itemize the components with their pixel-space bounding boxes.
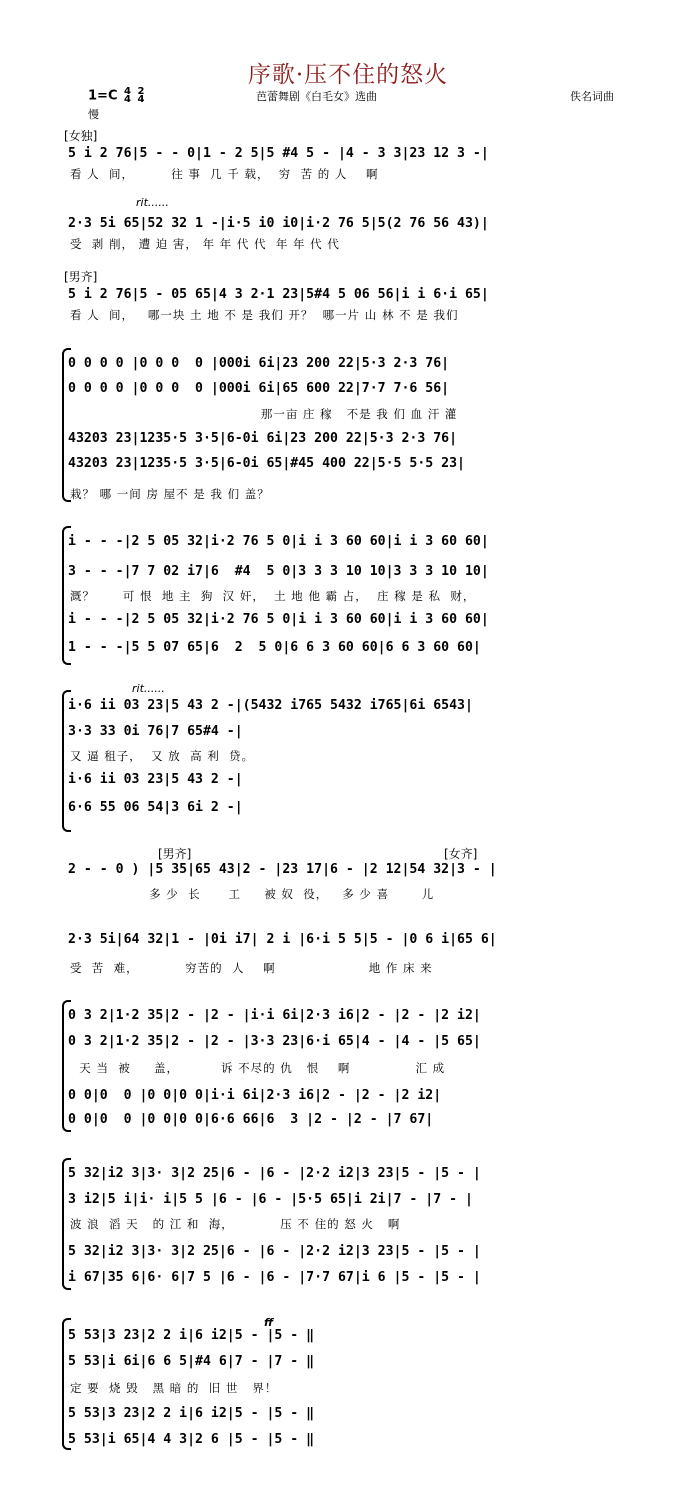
notation-row: 43203 23|1235·5 3·5|6-0i 6i|23 200 22|5·3 2·3 76| — [68, 431, 458, 446]
notation-row: i·6 ii 03 23|5 43 2 -|(5432 i765 5432 i765|6i 6543| — [68, 698, 473, 713]
notation-row: i - - -|2 5 05 32|i·2 76 5 0|i i 3 60 60|i i 3 60 60| — [68, 534, 489, 549]
lyric-row: 看 人 间， 哪一块 土 地 不 是 我们 开？ 哪一片 山 林 不 是 我们 — [70, 308, 459, 322]
notation-row: 0 0 0 0 |0 0 0 0 |000i 6i|65 600 22|7·7 7·6 56| — [68, 381, 450, 396]
notation-row: 5 i 2 76|5 - - 0|1 - 2 5|5 #4 5 - |4 - 3 3|23 12 3 -| — [68, 146, 489, 161]
rit-marking-2: rit...... — [132, 682, 165, 695]
lyric-row: 溉？ 可 恨 地 主 狗 汉 奸， 土 地 他 霸 占， 庄 稼 是 私 财， — [70, 589, 476, 603]
lyric-row: 看 人 间， 往 事 几 千 载， 穷 苦 的 人 啊 — [70, 167, 379, 181]
notation-row: 5 i 2 76|5 - 05 65|4 3 2·1 23|5#4 5 06 56|i i 6·i 65| — [68, 287, 489, 302]
notation-row: 5 53|i 65|4 4 3|2 6 |5 - |5 - ‖ — [68, 1432, 315, 1447]
lyric-row: 受 剥 削， 遭 迫 害， 年 年 代 代 年 年 代 代 — [70, 237, 340, 251]
notation-row: 1 - - -|5 5 07 65|6 2 5 0|6 6 3 60 60|6 6 3 60 60| — [68, 640, 481, 655]
lyric-row: 受 苦 难， 穷苦的 人 啊 地 作 床 来 — [70, 961, 433, 975]
rit-marking-1: rit...... — [136, 196, 169, 209]
notation-row: 5 32|i2 3|3· 3|2 25|6 - |6 - |2·2 i2|3 23|5 - |5 - | — [68, 1166, 481, 1181]
lyric-row: 那一亩 庄 稼 不是 我 们 血 汗 灌 — [70, 407, 458, 421]
notation-row: 6·6 55 06 54|3 6i 2 -| — [68, 800, 243, 815]
notation-row: 5 53|3 23|2 2 i|6 i2|5 - |5 - ‖ — [68, 1328, 315, 1343]
notation-row: 2·3 5i|64 32|1 - |0i i7| 2 i |6·i 5 5|5 - |0 6 i|65 6| — [68, 932, 497, 947]
label-male-chorus: [男齐] — [64, 270, 98, 284]
label-female-solo: [女独] — [64, 129, 98, 143]
notation-row: 5 53|3 23|2 2 i|6 i2|5 - |5 - ‖ — [68, 1406, 315, 1421]
lyric-row: 又 逼 租子， 又 放 高 利 贷。 — [70, 749, 255, 763]
notation-row: i - - -|2 5 05 32|i·2 76 5 0|i i 3 60 60|i i 3 60 60| — [68, 612, 489, 627]
time-signature-4-4: 4 4 — [124, 86, 131, 105]
notation-row: 5 53|i 6i|6 6 5|#4 6|7 - |7 - ‖ — [68, 1354, 315, 1369]
label-male-chorus-2: [男齐] — [158, 847, 192, 861]
notation-row: 3 - - -|7 7 02 i7|6 #4 5 0|3 3 3 10 10|3 3 3 10 10| — [68, 564, 489, 579]
notation-row: 0 3 2|1·2 35|2 - |2 - |3·3 23|6·i 65|4 - |4 - |5 65| — [68, 1034, 481, 1049]
notation-row: 5 32|i2 3|3· 3|2 25|6 - |6 - |2·2 i2|3 23|5 - |5 - | — [68, 1244, 481, 1259]
notation-row: 3 i2|5 i|i· i|5 5 |6 - |6 - |5·5 65|i 2i|7 - |7 - | — [68, 1192, 473, 1207]
credit: 佚名词曲 — [570, 90, 614, 103]
lyric-row: 多 少 长 工 被 奴 役， 多 少 喜 儿 — [70, 887, 435, 901]
system-bracket — [62, 348, 71, 502]
time-signature-2-4: 2 4 — [137, 86, 145, 105]
notation-row: 0 0 0 0 |0 0 0 0 |000i 6i|23 200 22|5·3 2·3 76| — [68, 356, 450, 371]
notation-row: 0 0|0 0 |0 0|0 0|6·6 66|6 3 |2 - |2 - |7 67| — [68, 1112, 434, 1127]
notation-row: i 67|35 6|6· 6|7 5 |6 - |6 - |7·7 67|i 6 |5 - |5 - | — [68, 1270, 481, 1285]
subtitle: 芭蕾舞剧《白毛女》选曲 — [256, 90, 377, 103]
lyric-row: 栽？ 哪 一间 房 屋不 是 我 们 盖？ — [70, 487, 270, 501]
notation-row: 0 3 2|1·2 35|2 - |2 - |i·i 6i|2·3 i6|2 - |2 - |2 i2| — [68, 1008, 481, 1023]
ff-marking: ff — [264, 1316, 274, 1329]
lyric-row: 波 浪 滔 天 的 江 和 海， 压 不 住的 怒 火 啊 — [70, 1217, 401, 1231]
label-female-chorus: [女齐] — [444, 847, 478, 861]
song-title: 序歌·压不住的怒火 — [247, 62, 449, 88]
notation-row: 43203 23|1235·5 3·5|6-0i 65|#45 400 22|5·5 5·5 23| — [68, 456, 465, 471]
notation-row: i·6 ii 03 23|5 43 2 -| — [68, 772, 243, 787]
key-signature: 1=C 4 4 2 4 — [88, 86, 145, 105]
notation-row: 2 - - 0 ) |5 35|65 43|2 - |23 17|6 - |2 12|54 32|3 - | — [68, 862, 497, 877]
lyric-row: 定 要 烧 毁 黑 暗 的 旧 世 界！ — [70, 1381, 278, 1395]
lyric-row: 天 当 被 盖， 诉 不尽的 仇 恨 啊 汇 成 — [70, 1061, 446, 1075]
notation-row: 3·3 33 0i 76|7 65#4 -| — [68, 724, 243, 739]
notation-row: 0 0|0 0 |0 0|0 0|i·i 6i|2·3 i6|2 - |2 - |2 i2| — [68, 1088, 442, 1103]
notation-row: 2·3 5i 65|52 32 1 -|i·5 i0 i0|i·2 76 5|5(2 76 56 43)| — [68, 216, 489, 231]
tempo-marking: 慢 — [88, 108, 99, 121]
